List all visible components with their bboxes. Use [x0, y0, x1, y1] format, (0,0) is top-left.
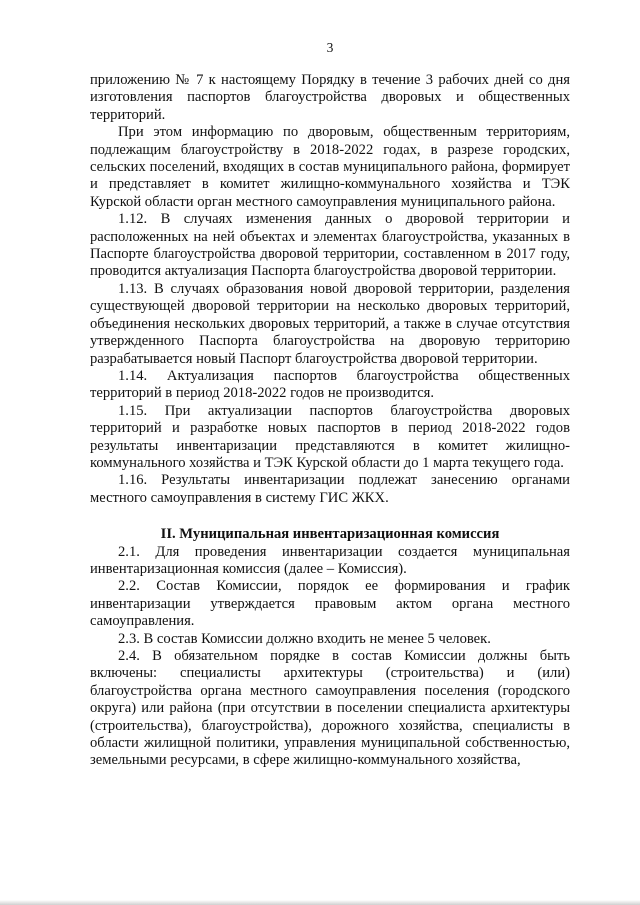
paragraph-1-16: 1.16. Результаты инвентаризации подлежат занесению органами местного самоуправления в систему ГИС ЖКХ. — [90, 472, 570, 506]
paragraph-continuation: приложению № 7 к настоящему Порядку в течение 3 рабочих дней со дня изготовления паспортов благоустройства дворовых и общественных территорий. — [90, 72, 570, 123]
section-heading: II. Муниципальная инвентаризационная комиссия — [160, 526, 500, 543]
page-number: 3 — [326, 40, 334, 55]
document-page — [90, 34, 570, 770]
paragraph-1-14: 1.14. Актуализация паспортов благоустройства общественных территорий в период 2018-2022 годов не производится. — [90, 367, 570, 402]
paragraph-1-12: 1.12. В случаях изменения данных о дворовой территории и расположенных на ней объектах и элементах благоустройства, указанных в Паспорте благоустройства дворовой территории, составленном в 2017 году, проводится актуализация Паспорта благоустройства дворовой территории. — [90, 211, 570, 280]
paragraph-2-1: 2.1. Для проведения инвентаризации создается муниципальная инвентаризационная комиссия (далее – Комиссия). — [90, 543, 570, 577]
scan-bottom-edge — [0, 900, 640, 905]
paragraph-info: При этом информацию по дворовым, общественным территориям, подлежащим благоустройству в 2018-2022 годах, в разрезе городских, сельских поселений, входящих в состав муниципального района, формирует и представляет в комитет жилищно-коммунального хозяйства и ТЭК Курской области орган местного самоуправления муниципального района. — [90, 124, 570, 210]
paragraph-2-4: 2.4. В обязательном порядке в состав Комиссии должны быть включены: специалисты архитектуры (строительства) и (или) благоустройства органа местного самоуправления поселения (городского округа) или района (при отсутствии в поселении специалиста архитектуры (строительства), благоустройства), дорожного хозяйства, специалисты в области жилищной политики, управления муниципальной собственностью, земельными ресурсами, в сфере жилищно-коммунального хозяйства, — [90, 648, 570, 769]
paragraph-1-13: 1.13. В случаях образования новой дворовой территории, разделения существующей дворовой территории на несколько дворовых территорий, объединения нескольких дворовых территорий, а также в случае отсутствия утвержденного Паспорта благоустройства на дворовую территорию разрабатывается новый Паспорт благоустройства дворовой территории. — [90, 280, 570, 367]
paragraph-2-2: 2.2. Состав Комиссии, порядок ее формирования и график инвентаризации утверждается правовым актом органа местного самоуправления. — [90, 578, 570, 630]
paragraph-2-3: 2.3. В состав Комиссии должно входить не менее 5 человек. — [118, 630, 491, 647]
paragraph-1-15: 1.15. При актуализации паспортов благоустройства дворовых территорий и разработке новых паспортов в период 2018-2022 годов результаты инвентаризации представляются в комитет жилищно-коммунального хозяйства и ТЭК Курской области до 1 марта текущего года. — [90, 402, 570, 471]
